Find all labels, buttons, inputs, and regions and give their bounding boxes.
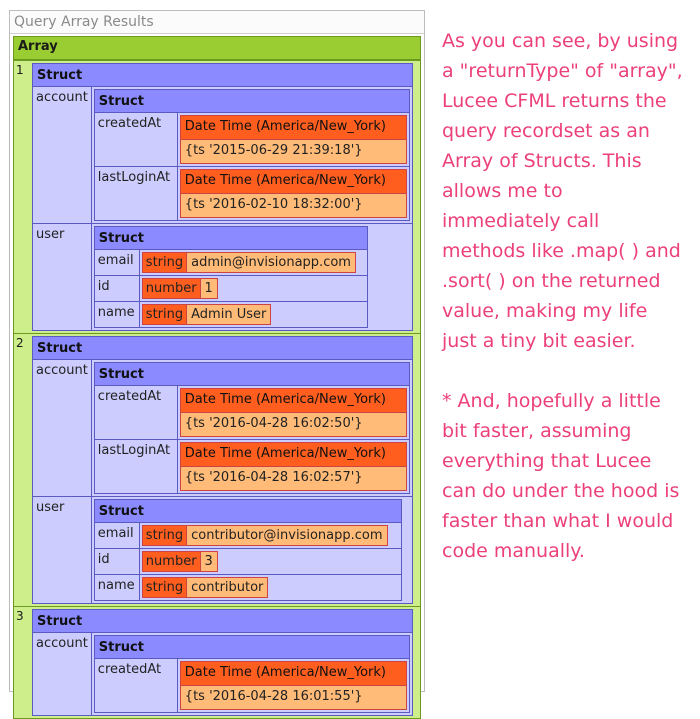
array-index: 2 <box>14 334 30 606</box>
key-account: account <box>33 633 92 716</box>
lastloginat-value: {ts '2016-02-10 18:32:00'} <box>181 194 406 217</box>
struct-header[interactable]: Struct <box>33 610 413 633</box>
type-label: string <box>143 253 187 272</box>
key-name: name <box>94 575 139 601</box>
struct-header[interactable]: Struct <box>94 90 409 113</box>
type-label: string <box>143 578 187 597</box>
createdat-value: {ts '2016-04-28 16:02:50'} <box>181 413 406 436</box>
array-dump <box>13 36 421 719</box>
id-value: 1 <box>204 281 213 296</box>
account-struct <box>94 635 410 713</box>
key-name: name <box>94 302 139 328</box>
typed-value <box>142 278 218 299</box>
key-id: id <box>94 549 139 575</box>
key-user: user <box>33 224 92 331</box>
typed-value <box>142 577 269 598</box>
user-struct <box>94 226 368 328</box>
typed-value <box>142 304 272 325</box>
typed-value <box>142 525 388 546</box>
row-struct <box>32 609 413 716</box>
name-value: contributor <box>191 580 264 595</box>
email-value: contributor@invisionapp.com <box>191 528 383 543</box>
row-struct <box>32 63 413 331</box>
datetime-type-label: Date Time (America/New_York) <box>181 116 406 140</box>
typed-value <box>142 252 356 273</box>
name-value: Admin User <box>191 307 267 322</box>
key-createdat: createdAt <box>94 113 177 167</box>
query-results-panel <box>9 10 425 704</box>
array-row <box>14 60 420 333</box>
datetime-type-label: Date Time (America/New_York) <box>181 389 406 413</box>
key-createdat: createdAt <box>94 659 177 713</box>
type-label: string <box>143 526 187 545</box>
key-lastloginat: lastLoginAt <box>94 167 177 221</box>
array-index: 1 <box>14 61 30 333</box>
typed-value <box>142 551 218 572</box>
row-struct <box>32 336 413 604</box>
array-row <box>14 333 420 606</box>
key-email: email <box>94 250 139 276</box>
struct-header[interactable]: Struct <box>94 227 367 250</box>
datetime-value <box>180 169 407 218</box>
note-paragraph-2: * And, hopefully a little bit faster, assuming everything that Lucee can do under the hood is faster than what I would code manually. <box>442 390 680 562</box>
datetime-type-label: Date Time (America/New_York) <box>181 170 406 194</box>
key-lastloginat: lastLoginAt <box>94 440 177 494</box>
struct-header[interactable]: Struct <box>94 500 401 523</box>
createdat-value: {ts '2015-06-29 21:39:18'} <box>181 140 406 163</box>
key-email: email <box>94 523 139 549</box>
datetime-value <box>180 661 407 710</box>
struct-header[interactable]: Struct <box>33 337 413 360</box>
array-header[interactable]: Array <box>14 37 420 60</box>
key-id: id <box>94 276 139 302</box>
key-account: account <box>33 87 92 224</box>
struct-header[interactable]: Struct <box>94 636 409 659</box>
account-struct <box>94 89 410 221</box>
datetime-value <box>180 442 407 491</box>
key-createdat: createdAt <box>94 386 177 440</box>
id-value: 3 <box>204 554 213 569</box>
datetime-type-label: Date Time (America/New_York) <box>181 662 406 686</box>
annotation-note <box>442 26 687 566</box>
panel-title: Query Array Results <box>10 11 424 34</box>
datetime-type-label: Date Time (America/New_York) <box>181 443 406 467</box>
struct-header[interactable]: Struct <box>94 363 409 386</box>
array-index: 3 <box>14 607 30 718</box>
note-paragraph-1: As you can see, by using a "returnType" of "array", Lucee CFML returns the query recordset as an Array of Structs. This allows me to immediately call methods like .map( ) and .sort( ) on the returned value, making my life just a tiny bit easier. <box>442 30 683 352</box>
type-label: number <box>143 279 201 298</box>
datetime-value <box>180 388 407 437</box>
key-user: user <box>33 497 92 604</box>
array-row <box>14 606 420 718</box>
datetime-value <box>180 115 407 164</box>
type-label: number <box>143 552 201 571</box>
struct-header[interactable]: Struct <box>33 64 413 87</box>
account-struct <box>94 362 410 494</box>
email-value: admin@invisionapp.com <box>191 255 351 270</box>
createdat-value: {ts '2016-04-28 16:01:55'} <box>181 686 406 709</box>
lastloginat-value: {ts '2016-04-28 16:02:57'} <box>181 467 406 490</box>
type-label: string <box>143 305 187 324</box>
key-account: account <box>33 360 92 497</box>
user-struct <box>94 499 402 601</box>
